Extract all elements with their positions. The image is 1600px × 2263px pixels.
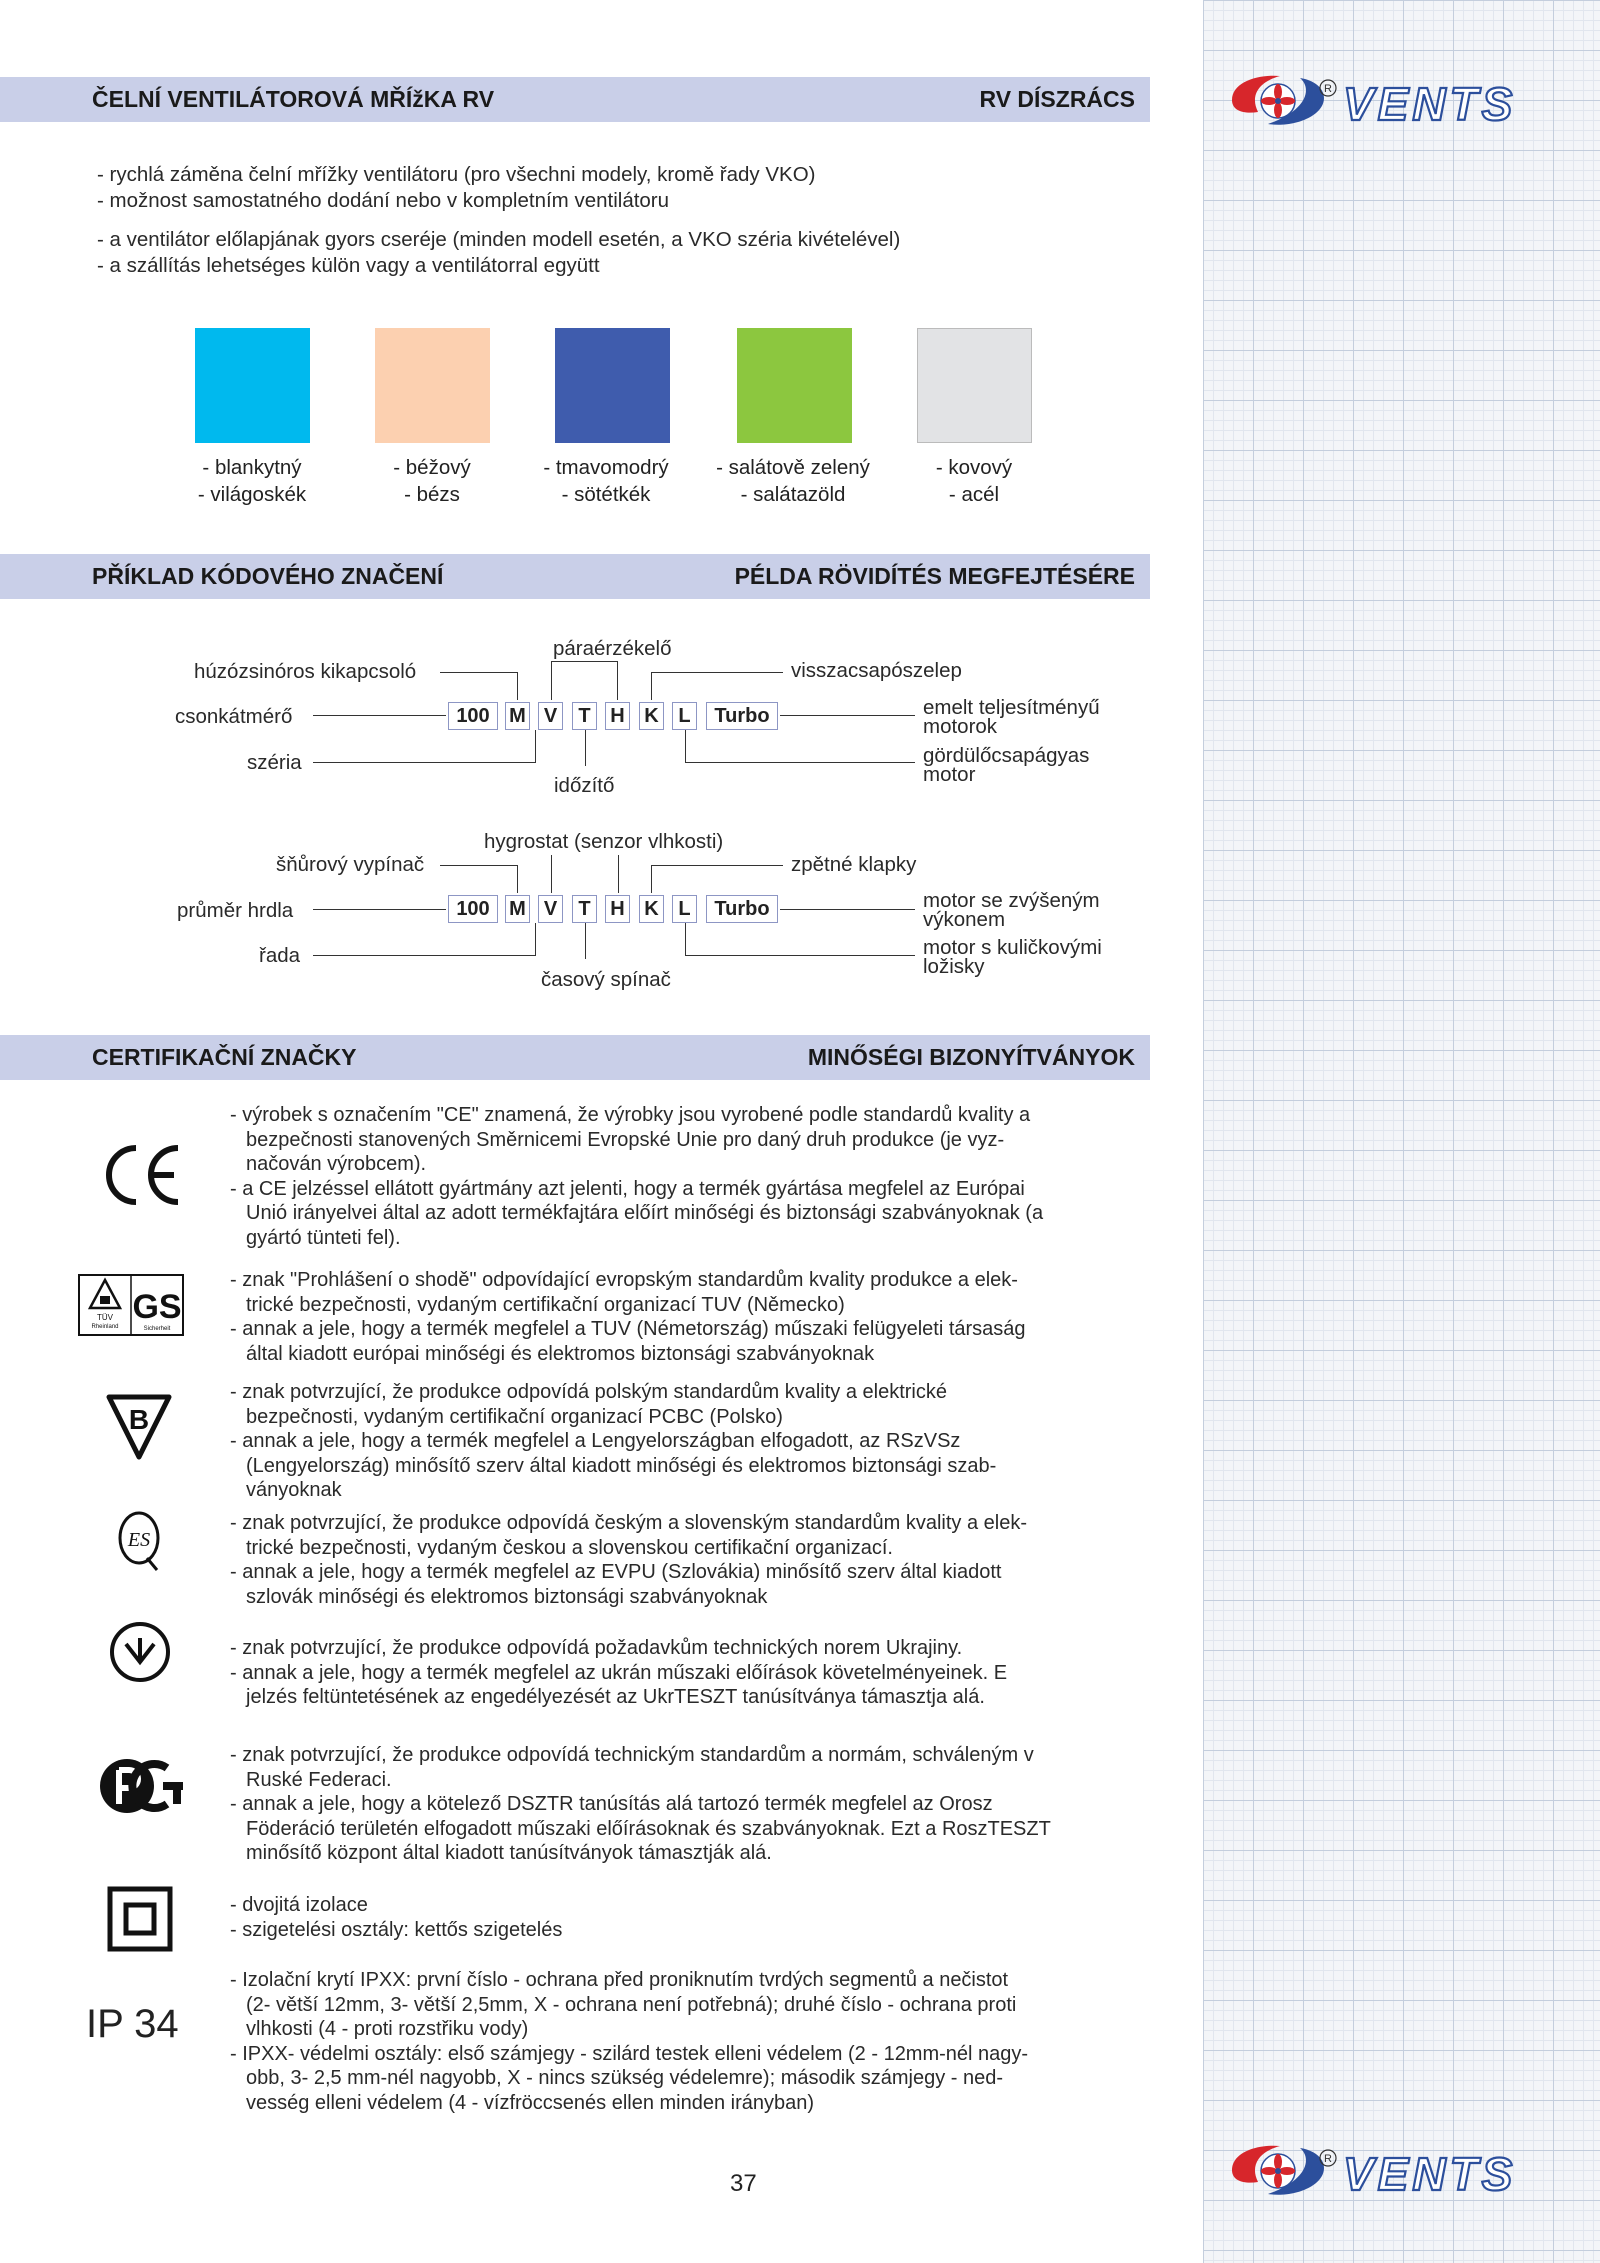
svg-text:ES: ES <box>127 1529 151 1551</box>
label-turbo: emelt teljesítményű motorok <box>923 696 1100 738</box>
color-label: - salátově zelený - salátazöld <box>716 456 870 506</box>
color-swatch-lightblue <box>195 328 310 443</box>
label-pull-switch: húzózsinóros kikapcsoló <box>194 660 417 683</box>
section-title-hu: PÉLDA RÖVIDÍTÉS MEGFEJTÉSÉRE <box>734 563 1135 589</box>
color-label: - blankytný - világoskék <box>197 456 307 506</box>
label-diameter: csonkátmérő <box>175 705 293 728</box>
code-part-v: V <box>538 702 563 730</box>
code-part-t: T <box>572 895 597 923</box>
code-part-m: M <box>505 702 530 730</box>
svg-text:GS: GS <box>132 1288 182 1326</box>
label-series: řada <box>259 944 301 967</box>
label-check-valve: zpětné klapky <box>791 853 917 876</box>
tuv-gs-icon <box>78 1274 184 1336</box>
cert-text-pcbc: - znak potvrzující, že produkce odpovídá polským standardům kvality a elektrické bezpečnosti, vydaným certifikační organizací PCBC (Polsko) - annak a jele, hogy a termék megfelel a Lengyelországban elfogadott, az RSzVSz (Lengyelország) minősítő szerv által kiadott minőségi és elektromos biztonsági szab- ványoknak <box>230 1381 997 1501</box>
section-title-cz: ČELNÍ VENTILÁTOROVÁ MŘÍžKA RV <box>92 86 495 112</box>
code-part-turbo: Turbo <box>706 702 778 730</box>
cert-text-insulation: - dvojitá izolace - szigetelési osztály: kettős szigetelés <box>230 1894 563 1941</box>
code-part-diameter: 100 <box>448 702 498 730</box>
cert-text-ukr: - znak potvrzující, že produkce odpovídá požadavkům technických norem Ukrajiny. - annak a jele, hogy a termék megfelel az ukrán műszaki előírások követelményeinek. E jelzés feltüntetésének az engedélyezését az UkrTESZT tanúsítványa támasztja alá. <box>230 1637 1008 1708</box>
color-label: - tmavomodrý - sötétkék <box>543 456 669 506</box>
label-humidity: hygrostat (senzor vlhkosti) <box>484 830 724 853</box>
intro-line: - a szállítás lehetséges külön vagy a ventilátorral együtt <box>97 254 600 277</box>
label-bearing: gördülőcsapágyas motor <box>923 744 1090 786</box>
svg-text:Rheinland: Rheinland <box>91 1324 119 1330</box>
cert-text-pct: - znak potvrzující, že produkce odpovídá technickým standardům a normám, schváleným v Ruské Federaci. - annak a jele, hogy a kötelező DSZTR tanúsítás alá tartozó termék megfelel az Orosz Föderáció területén elfogadott műszaki előírásoknak és szabványoknak. Ezt a RoszTESZT minősítő központ által kiadott tanúsítványok támasztják alá. <box>230 1744 1051 1864</box>
label-timer: časový spínač <box>541 968 671 991</box>
section-header-grille <box>0 77 1150 122</box>
pct-mark-icon <box>97 1756 185 1816</box>
ukr-mark-icon <box>108 1620 172 1684</box>
code-part-k: K <box>639 895 664 923</box>
double-insulation-icon <box>107 1886 173 1952</box>
section-title-cz: CERTIFIKAČNÍ ZNAČKY <box>92 1044 357 1070</box>
vents-logo-bottom <box>1228 2140 1568 2200</box>
ce-mark-icon <box>98 1140 182 1210</box>
cert-text-tuv: - znak "Prohlášení o shodě" odpovídající evropským standardům kvality produkce a elek- trické bezpečnosti, vydaným certifikační organizací TUV (Německo) - annak a jele, hogy a termék megfelel a TUV (Németország) műszaki felügyeleti társaság által kiadott európai minőségi és elektromos biztonsági szabványoknak <box>230 1269 1026 1365</box>
code-part-l: L <box>672 702 697 730</box>
section-title-cz: PŘÍKLAD KÓDOVÉHO ZNAČENÍ <box>92 563 444 589</box>
section-header-code <box>0 554 1150 599</box>
svg-text:TÜV: TÜV <box>97 1313 113 1322</box>
cert-text-ce: - výrobek s označením "CE" znamená, že výrobky jsou vyrobené podle standardů kvality a bezpečnosti stanovených Směrnicemi Evropské Unie pro daný druh produkce (je vyz- načován výrobcem). - a CE jelzéssel ellátott gyártmány azt jelenti, hogy a termék gyártása megfelel az Európai Unió irányelvei által az adott termékfajtára előírt minőségi és biztonsági szabványoknak (a gyártó tünteti fel). <box>230 1104 1044 1249</box>
color-swatch-beige <box>375 328 490 443</box>
cert-text-ip: - Izolační krytí IPXX: první číslo - ochrana před proniknutím tvrdých segmentů a nečistot (2- větší 12mm, 3- větší 2,5mm, X - ochrana není potřebná); druhé číslo - ochrana proti vlhkosti (4 - proti rozstřiku vody) - IPXX- védelmi osztály: első számjegy - szilárd testek elleni védelem (2 - 12mm-nél nagy- obb, 3- 2,5 mm-nél nagyobb, X - nincs szükség védelemre); második számjegy - ned- vesség elleni védelem (4 - vízfröccsenés ellen minden irányban) <box>230 1969 1029 2114</box>
vents-brand-text: VENTS <box>1343 2148 1517 2200</box>
ip34-label: IP 34 <box>86 2002 179 2046</box>
section-title-hu: MINŐSÉGI BIZONYÍTVÁNYOK <box>807 1044 1135 1070</box>
section-header-cert <box>0 1035 1150 1080</box>
code-part-turbo: Turbo <box>706 895 778 923</box>
label-turbo: motor se zvýšeným výkonem <box>923 889 1100 931</box>
label-diameter: průměr hrdla <box>177 899 294 922</box>
color-label: - béžový - bézs <box>393 456 471 506</box>
svg-text:Sicherheit: Sicherheit <box>143 1326 171 1332</box>
vents-logo-top <box>1228 70 1568 130</box>
b-mark-icon <box>103 1391 175 1461</box>
label-bearing: motor s kuličkovými ložisky <box>923 936 1102 978</box>
intro-line: - a ventilátor előlapjának gyors cseréje (minden modell esetén, a VKO széria kivételével) <box>97 228 901 251</box>
cert-text-evpu: - znak potvrzující, že produkce odpovídá českým a slovenským standardům kvality a elek- trické bezpečnosti, vydaným českou a slovenskou certifikační organizací. - annak a jele, hogy a termék megfelel az EVPU (Szlovákia) minősítő szerv által kiadott szlovák minőségi és elektromos biztonsági szabványoknak <box>230 1512 1028 1608</box>
label-humidity: páraérzékelő <box>553 637 672 660</box>
page-number: 37 <box>730 2170 757 2197</box>
svg-text:B: B <box>128 1404 150 1435</box>
svg-text:R: R <box>1324 83 1332 95</box>
code-part-k: K <box>639 702 664 730</box>
esc-mark-icon <box>113 1508 165 1574</box>
label-pull-switch: šňůrový vypínač <box>276 853 425 876</box>
code-part-v: V <box>538 895 563 923</box>
section-title-hu: RV DÍSZRÁCS <box>979 86 1135 112</box>
code-part-h: H <box>605 895 630 923</box>
code-part-diameter: 100 <box>448 895 498 923</box>
color-swatch-green <box>737 328 852 443</box>
code-part-m: M <box>505 895 530 923</box>
svg-text:R: R <box>1324 2153 1332 2165</box>
vents-brand-text: VENTS <box>1343 78 1517 130</box>
color-swatch-darkblue <box>555 328 670 443</box>
grid-background <box>1203 0 1600 2263</box>
color-label: - kovový - acél <box>935 456 1013 506</box>
label-check-valve: visszacsapószelep <box>791 659 962 682</box>
intro-line: - možnost samostatného dodání nebo v kompletním ventilátoru <box>97 189 670 212</box>
code-part-t: T <box>572 702 597 730</box>
code-part-l: L <box>672 895 697 923</box>
color-swatch-metal <box>917 328 1032 443</box>
label-series: széria <box>247 751 302 774</box>
code-part-h: H <box>605 702 630 730</box>
label-timer: időzítő <box>554 774 615 797</box>
intro-line: - rychlá záměna čelní mřížky ventilátoru (pro všechni modely, kromě řady VKO) <box>97 163 816 186</box>
